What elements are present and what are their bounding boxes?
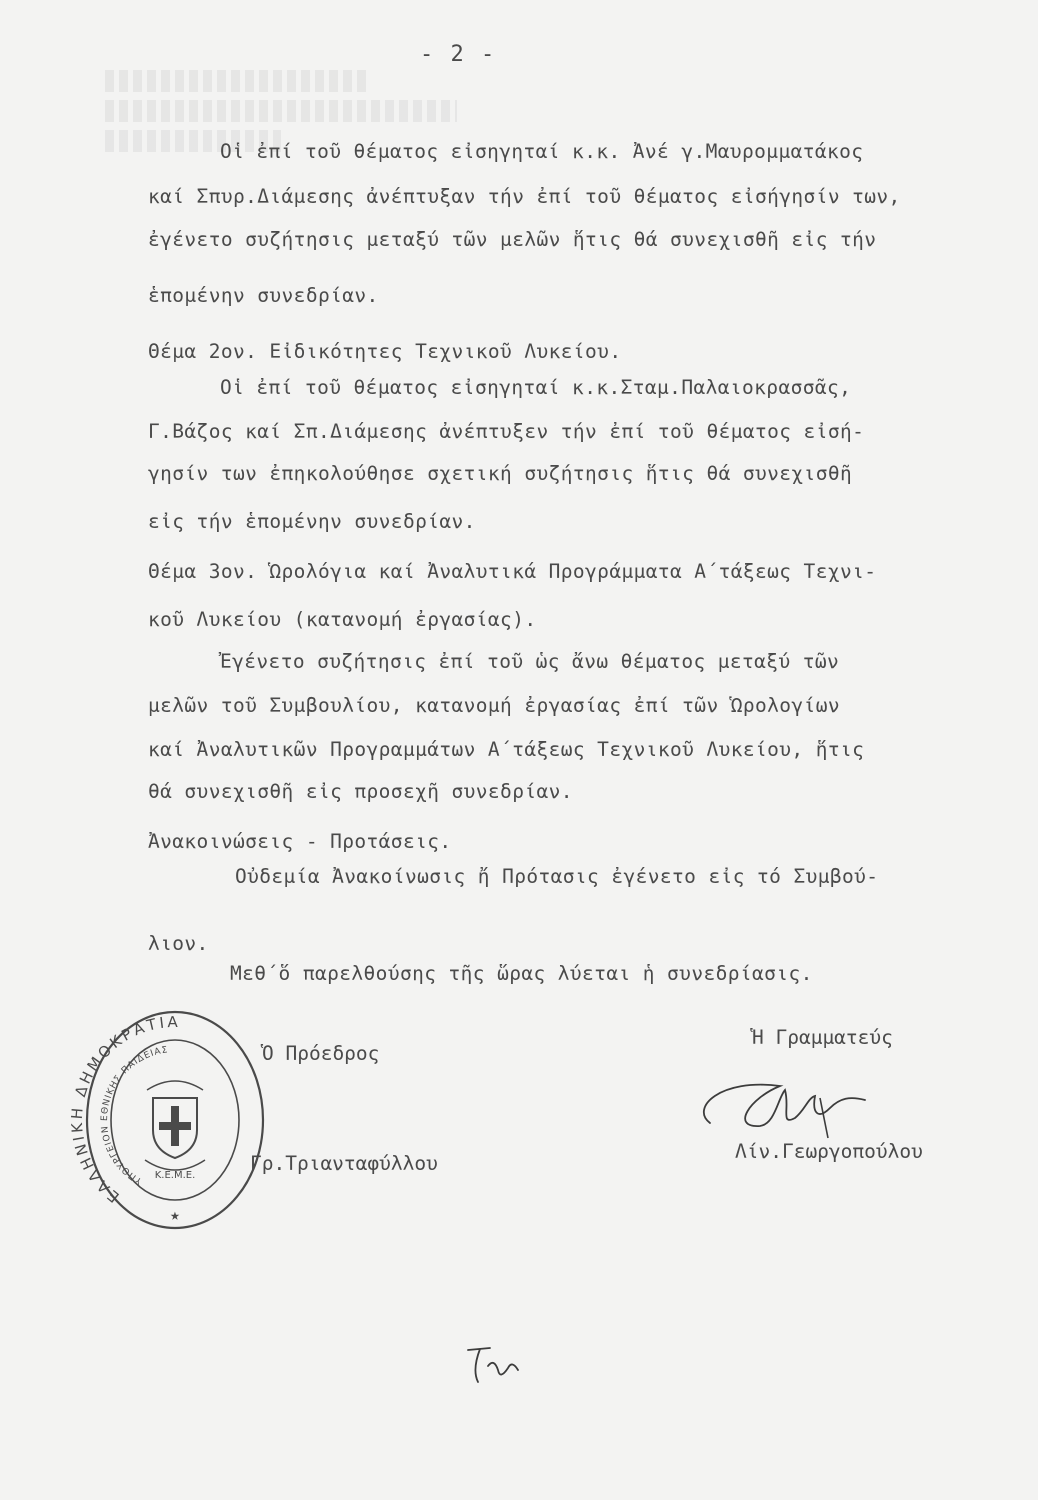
official-stamp bbox=[67, 1010, 265, 1235]
body-line: Οἱ ἐπί τοῦ θέματος εἰσηγηταί κ.κ.Σταμ.Παλαιοκρασσᾶς, bbox=[220, 376, 852, 399]
stamp-bottom-text: Κ.Ε.Μ.Ε. bbox=[154, 1170, 196, 1181]
body-line: Οἱ ἐπί τοῦ θέματος εἰσηγηταί κ.κ. Ἀνέ γ.Μαυρομματάκος bbox=[220, 140, 864, 163]
body-line: ἑπομένην συνεδρίαν. bbox=[148, 284, 379, 307]
body-line: γησίν των ἐπηκολούθησε σχετική συζήτησις ἥτις θά συνεχισθῆ bbox=[148, 462, 853, 485]
stamp-inner-text: ΥΠΟΥΡΓΕΙΟΝ ΕΘΝΙΚΗΣ ΠΑΙΔΕΙΑΣ bbox=[99, 1045, 170, 1186]
closing-line: Μεθ΄ὅ παρελθούσης τῆς ὥρας λύεται ἡ συνεδρίασις. bbox=[230, 962, 813, 985]
body-line: καί Ἀναλυτικῶν Προγραμμάτων Α΄τάξεως Τεχνικοῦ Λυκείου, ἥτις bbox=[148, 738, 865, 761]
topic-heading: Θέμα 3ον. Ὡρολόγια καί Ἀναλυτικά Προγράμματα Α΄τάξεως Τεχνι- bbox=[148, 560, 877, 583]
body-line: Γ.Βάζος καί Σπ.Διάμεσης ἀνέπτυξεν τήν ἐπί τοῦ θέματος εἰσή- bbox=[148, 420, 865, 443]
body-line: εἰς τήν ἑπομένην συνεδρίαν. bbox=[148, 510, 476, 533]
initials-signature bbox=[460, 1340, 530, 1390]
president-name: Γρ.Τριανταφύλλου bbox=[250, 1152, 438, 1175]
president-title: Ὁ Πρόεδρος bbox=[262, 1042, 380, 1065]
stamp-outer-text: ΕΛΛΗΝΙΚΗ ΔΗΜΟΚΡΑΤΙΑ bbox=[67, 1012, 181, 1207]
topic-heading: Θέμα 2ον. Εἰδικότητες Τεχνικοῦ Λυκείου. bbox=[148, 340, 622, 363]
page-number: - 2 - bbox=[420, 42, 497, 67]
body-line: Οὐδεμία Ἀνακοίνωσις ἤ Πρότασις ἐγένετο εἰς τό Συμβού- bbox=[235, 865, 879, 888]
secretary-signature bbox=[690, 1068, 890, 1148]
topic-heading: κοῦ Λυκείου (κατανομή ἐργασίας). bbox=[148, 608, 537, 631]
secretary-name: Λίν.Γεωργοπούλου bbox=[735, 1140, 923, 1163]
body-line: Ἐγένετο συζήτησις ἐπί τοῦ ὡς ἄνω θέματος μεταξύ τῶν bbox=[220, 650, 840, 673]
body-line: καί Σπυρ.Διάμεσης ἀνέπτυξαν τήν ἐπί τοῦ θέματος εἰσήγησίν των, bbox=[148, 185, 901, 208]
greek-coat-of-arms-icon bbox=[145, 1081, 205, 1170]
announcements-heading: Ἀνακοινώσεις - Προτάσεις. bbox=[148, 830, 452, 853]
secretary-title: Ἡ Γραμματεύς bbox=[752, 1026, 893, 1049]
body-line: ἐγένετο συζήτησις μεταξύ τῶν μελῶν ἥτις θά συνεχισθῆ εἰς τήν bbox=[148, 228, 877, 251]
star-icon: ★ bbox=[170, 1205, 180, 1224]
body-line: θά συνεχισθῆ εἰς προσεχῆ συνεδρίαν. bbox=[148, 780, 573, 803]
body-line: λιον. bbox=[148, 932, 209, 955]
body-line: μελῶν τοῦ Συμβουλίου, κατανομή ἐργασίας ἐπί τῶν Ὡρολογίων bbox=[148, 694, 840, 717]
